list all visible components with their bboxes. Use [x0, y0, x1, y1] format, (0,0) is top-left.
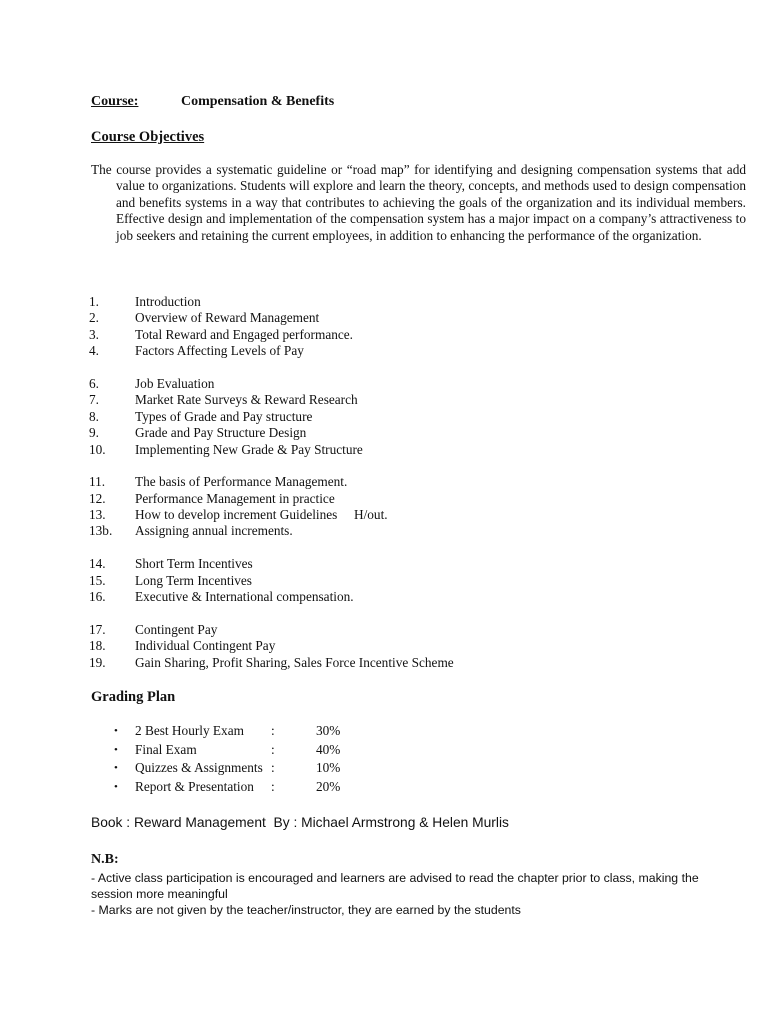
- outline-item-text: Total Reward and Engaged performance.: [135, 326, 354, 342]
- outline-item: [89, 507, 549, 523]
- grading-item-percent: 20%: [316, 778, 341, 794]
- outline-item-number: 8.: [89, 408, 99, 424]
- outline-item-text: Market Rate Surveys & Reward Research: [135, 392, 358, 408]
- outline-item-text: Factors Affecting Levels of Pay: [135, 343, 304, 359]
- outline-spacer: [89, 540, 549, 556]
- outline-item: [89, 491, 549, 507]
- outline-item: [89, 343, 549, 359]
- outline-item-text: Individual Contingent Pay: [135, 638, 276, 654]
- outline-item: [89, 474, 549, 490]
- outline-item: [89, 442, 549, 458]
- nb-note: - Marks are not given by the teacher/instructor, they are earned by the students: [91, 903, 521, 917]
- outline-item-number: 11.: [89, 474, 106, 490]
- outline-item-number: 14.: [89, 556, 106, 572]
- outline-item: [89, 589, 549, 605]
- grading-item-colon: :: [271, 778, 275, 794]
- outline-item-text: Grade and Pay Structure Design: [135, 425, 307, 441]
- outline-item-text: Long Term Incentives: [135, 572, 252, 588]
- nb-heading: N.B:: [91, 852, 119, 867]
- outline-item-number: 13.: [89, 507, 106, 523]
- course-outline-list: [89, 294, 549, 671]
- outline-spacer: [89, 458, 549, 474]
- outline-item-number: 15.: [89, 572, 106, 588]
- outline-item-text: Gain Sharing, Profit Sharing, Sales Force Incentive Scheme: [135, 654, 454, 670]
- grading-item-name: 2 Best Hourly Exam: [135, 723, 244, 738]
- grading-item-name: Final Exam: [135, 741, 197, 757]
- outline-item-number: 17.: [89, 621, 106, 637]
- outline-item-number: 3.: [89, 326, 99, 342]
- outline-item-text: How to develop increment Guidelines H/out.: [135, 507, 388, 523]
- outline-item-text: Short Term Incentives: [135, 556, 253, 572]
- outline-item-number: 6.: [89, 375, 99, 391]
- course-label: Course:: [91, 94, 139, 109]
- outline-item: [89, 327, 549, 343]
- outline-item: [89, 409, 549, 425]
- outline-item-text: Assigning annual increments.: [135, 523, 293, 539]
- outline-item-number: 16.: [89, 589, 106, 605]
- outline-item: [89, 556, 549, 572]
- outline-item-number: 10.: [89, 441, 106, 457]
- grading-plan-heading: Grading Plan: [91, 689, 176, 705]
- outline-item-text: Introduction: [135, 294, 201, 309]
- outline-item-text: Performance Management in practice: [135, 490, 335, 506]
- outline-item: [89, 622, 549, 638]
- outline-item-text: The basis of Performance Management.: [135, 474, 348, 490]
- outline-item-text: Job Evaluation: [135, 375, 215, 391]
- outline-item-text: Implementing New Grade & Pay Structure: [135, 441, 363, 457]
- objectives-heading: Course Objectives: [91, 129, 205, 145]
- outline-item: [89, 573, 549, 589]
- textbook-line: Book : Reward Management By : Michael Armstrong & Helen Murlis: [91, 815, 509, 830]
- outline-item-number: 7.: [89, 392, 99, 408]
- outline-item-number: 12.: [89, 490, 106, 506]
- grading-item-colon: :: [271, 741, 275, 757]
- outline-item-number: 19.: [89, 654, 106, 670]
- grading-item-percent: 10%: [316, 760, 341, 775]
- outline-item-number: 1.: [89, 294, 99, 309]
- grading-item-colon: :: [271, 723, 275, 738]
- grading-item-name: Quizzes & Assignments: [135, 760, 263, 775]
- nb-notes: [91, 870, 731, 918]
- outline-item: [89, 425, 549, 441]
- outline-item: [89, 392, 549, 408]
- outline-spacer: [89, 605, 549, 621]
- outline-item: [89, 523, 549, 539]
- grading-item-percent: 40%: [316, 741, 341, 757]
- outline-item-text: Overview of Reward Management: [135, 310, 320, 326]
- bullet-icon: •: [114, 725, 118, 737]
- grading-item-name: Report & Presentation: [135, 778, 254, 794]
- outline-item-number: 4.: [89, 343, 99, 359]
- objectives-paragraph: The course provides a systematic guideline or “road map” for identifying and designing compensation systems that add value to organizations. Students will explore and learn the theory, concepts, and methods used to design compensation and benefits systems in a way that contributes to achieving the goals of the organization and its individual members. Effective design and implementation of the compensation system has a major impact on a company’s attractiveness to job seekers and retaining the current employees, in addition to enhancing the performance of the organization.: [91, 162, 746, 243]
- outline-item-number: 13b.: [89, 523, 113, 539]
- outline-item-text: Contingent Pay: [135, 621, 218, 637]
- bullet-icon: •: [114, 780, 118, 793]
- outline-item-number: 9.: [89, 425, 99, 441]
- outline-item-text: Types of Grade and Pay structure: [135, 408, 313, 424]
- outline-item: [89, 655, 549, 671]
- course-name: Compensation & Benefits: [181, 94, 335, 109]
- outline-item-text: Executive & International compensation.: [135, 589, 354, 605]
- grading-item-percent: 30%: [316, 723, 341, 738]
- outline-spacer: [89, 360, 549, 376]
- nb-note: - Active class participation is encouraged and learners are advised to read the chapter prior to class, making the session more meaningful: [91, 871, 699, 901]
- outline-item-number: 18.: [89, 638, 106, 654]
- outline-item-number: 2.: [89, 310, 99, 326]
- outline-item: [89, 638, 549, 654]
- outline-item: [89, 310, 549, 326]
- bullet-icon: •: [114, 743, 118, 756]
- grading-item-colon: :: [271, 760, 275, 775]
- bullet-icon: •: [114, 762, 118, 774]
- outline-item: [89, 376, 549, 392]
- outline-item: [89, 294, 549, 310]
